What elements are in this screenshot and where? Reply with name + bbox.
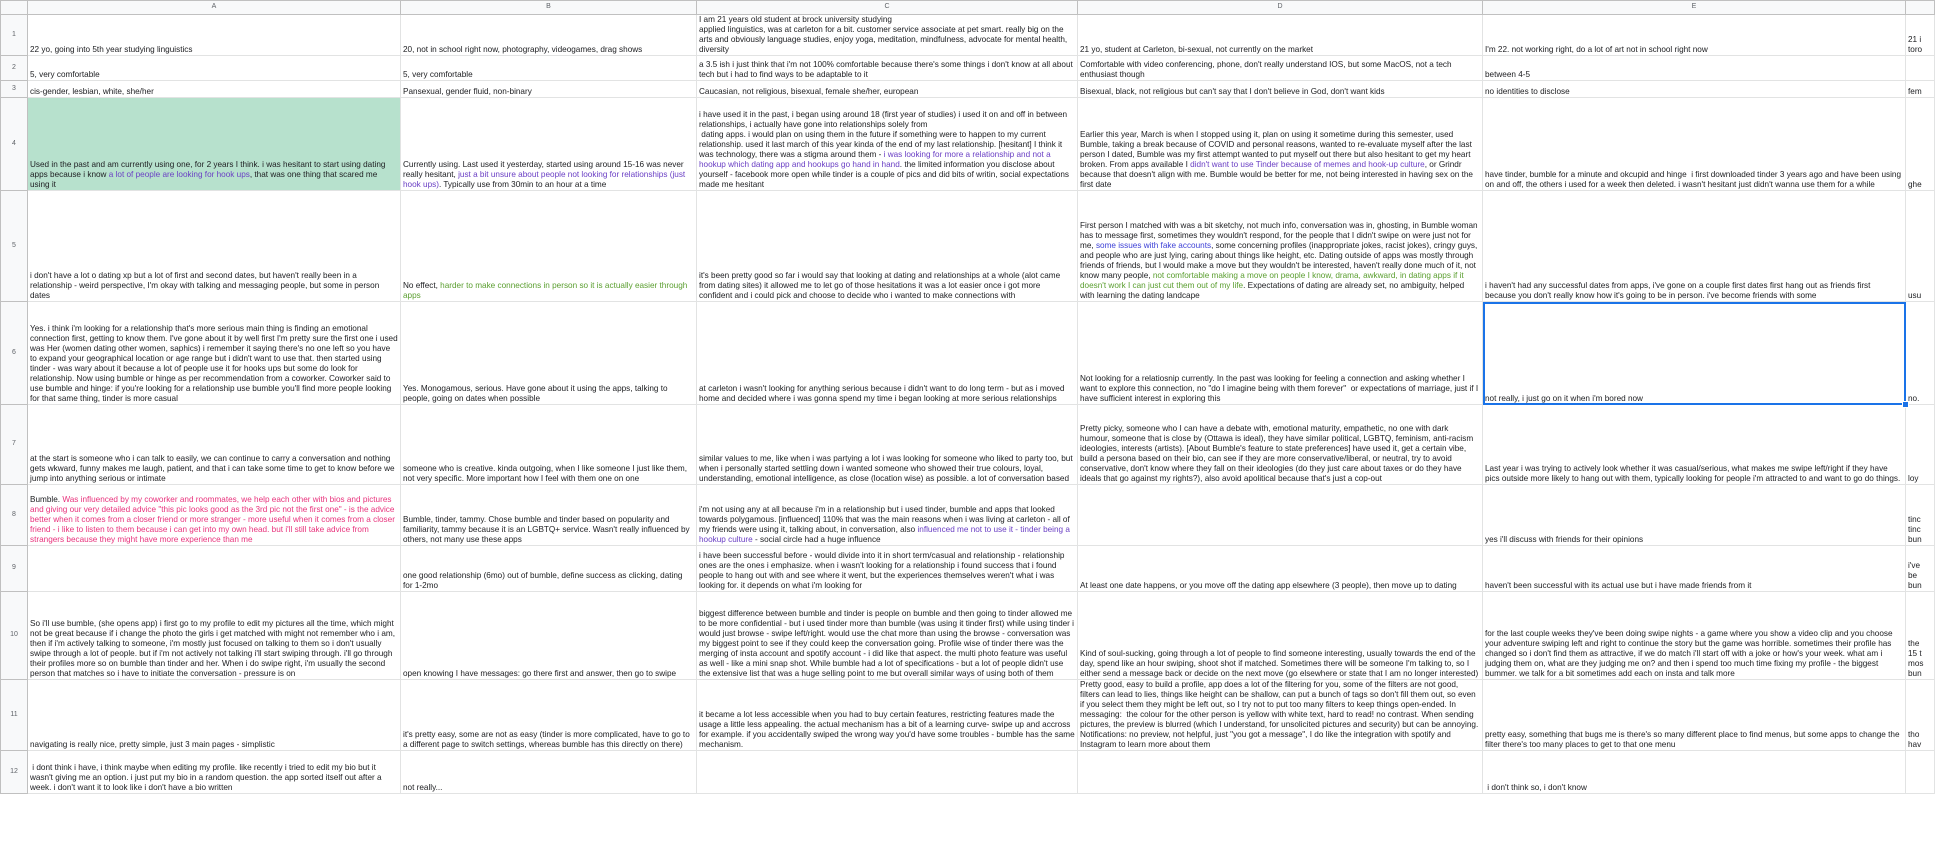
cell-text [1485, 87, 1903, 97]
cell-text-segment: tinc tinc bun [1908, 514, 1922, 544]
row-header[interactable]: 6 [1, 302, 28, 405]
cell-text [699, 87, 1075, 97]
cell-text [699, 710, 1075, 750]
sheet-cell[interactable] [1078, 485, 1483, 546]
cell-text [1485, 394, 1903, 404]
sheet-cell[interactable] [1483, 98, 1906, 191]
cell-text [1080, 60, 1480, 80]
cell-text [699, 454, 1075, 484]
cell-text-segment: So i'll use bumble, (she opens app) i first go to my profile to edit my pictures all the time, which might not be great because if i change the photo the girls i get matched with might not remember who i am, then if i'm actively talking to someone, i'm mostly just focused on talking to them so i don't usually swipe through a lot of people. but if i'm not actively not talking i'll start swiping through. i'll go through their profiles more so on bumble than tinder and her. When i do swipe right, i'm usually the second person that matches so i have to initiate the conversation - pressure is on [30, 618, 398, 678]
cell-text [699, 15, 1075, 55]
cell-text [1080, 221, 1480, 301]
cell-text [699, 110, 1075, 190]
cell-text-segment: Kind of soul-sucking, going through a lot of people to find someone interesting, usually towards the end of the day, spend like an hour swiping, shoot shot if matched. Sometimes there will be someone I'm talking to, so I either send a message back or decide on the next move (go elsewhere or state that I am no longer interested) [1080, 648, 1479, 678]
cell-text [1080, 45, 1480, 55]
sheet-cell[interactable] [1078, 191, 1483, 302]
cell-text-segment: navigating is really nice, pretty simple, just 3 main pages - simplistic [30, 739, 275, 749]
cell-text [1485, 629, 1903, 679]
column-header-f[interactable] [1906, 1, 1935, 15]
cell-text-segment: 5, very comfortable [30, 69, 100, 79]
cell-text [1908, 87, 1932, 97]
sheet-cell[interactable] [697, 485, 1078, 546]
cell-text-segment: Yes. i think i'm looking for a relationship that's more serious main thing is finding an emotional connection first, getting to know them. I've gone about it by well first I'm pretty sure the first one i used was Her (women dating other women, saphics) i remember it saying there's no one left so you have to expand your geographical location or age range but i didn't want to use that. then started using tinder - was wary about it because a lot of people use it for hooks ups but some do look for relationship. Now using bumble or hinge as per recommendation from a coworker. Coworker said to use bumble and hinge: if you're looking for a relationship use bumble you'll find more people looking for that same thing, tinder is more casual [30, 323, 400, 403]
cell-text [403, 384, 694, 404]
sheet-cell[interactable] [1078, 751, 1483, 794]
sheet-cell[interactable] [401, 191, 697, 302]
cell-text [1080, 649, 1480, 679]
cell-text-segment: . the limited information you disclose about yourself - facebook more open while tinder is a couple of pics and did bits of writin, social expectations made me hesitant [699, 159, 1072, 189]
highlighted-text: i was looking for more a relationship and not a hookup which dating app and hookups go hand in hand [699, 149, 1053, 169]
cell-text-segment: 20, not in school right now, photography, videogames, drag shows [403, 44, 643, 54]
sheet-cell[interactable] [28, 98, 401, 191]
sheet-row [1, 56, 1935, 81]
cell-text [1485, 535, 1903, 545]
cell-text-segment: the 15 t mos bun [1908, 638, 1924, 678]
sheet-cell[interactable] [28, 81, 401, 98]
cell-text [1908, 394, 1932, 404]
sheet-cell[interactable] [697, 302, 1078, 405]
sheet-cell[interactable] [697, 680, 1078, 751]
cell-text [1908, 291, 1932, 301]
cell-text-segment: , or Grindr because that doesn't align with me. Bumble would be better for me, not being interested in having sex on the first date [1080, 159, 1476, 189]
sheet-cell[interactable] [1483, 302, 1906, 405]
sheet-cell[interactable] [1078, 15, 1483, 56]
sheet-cell[interactable] [697, 592, 1078, 680]
column-header-d[interactable]: D [1078, 1, 1483, 15]
row-header[interactable]: 7 [1, 405, 28, 485]
cell-text-segment: i have used it in the past, i began using around 18 (first year of studies) i used it on and off in between relationships, i actually have gone into relationships solely from dating apps. i would plan on using them in the future if something were to happen to my current relationship. used it last march of this year kinda of the end of my last relationship. [hesitant] I think it was technology, there was a stigma around them - [699, 109, 1068, 159]
sheet-cell[interactable] [1483, 405, 1906, 485]
cell-text-segment: Bumble, tinder, tammy. Chose bumble and tinder based on popularity and familiarity, tammy because it is an LGBTQ+ service. Wasn't really influenced by others, not many use these apps [403, 514, 692, 544]
cell-text-segment: i've be bun [1908, 560, 1922, 590]
cell-text [30, 87, 398, 97]
sheet-cell[interactable] [1906, 680, 1935, 751]
cell-text-segment: have tinder, bumble for a minute and okcupid and hinge i first downloaded tinder 3 years ago and have been using on and off, the others i used for a week then deleted. i wasn't hesitant just didn't wanna use them for a while [1485, 169, 1904, 189]
cell-text-segment: fem [1908, 86, 1922, 96]
cell-text [1485, 70, 1903, 80]
cell-text [30, 740, 398, 750]
cell-text [1908, 515, 1932, 545]
sheet-row [1, 302, 1935, 405]
sheet-cell[interactable] [1906, 81, 1935, 98]
cell-text-segment: 22 yo, going into 5th year studying linguistics [30, 44, 193, 54]
cell-text-segment: haven't been successful with its actual use but i have made friends from it [1485, 580, 1752, 590]
cell-text [1908, 180, 1932, 190]
cell-text-segment: for the last couple weeks they've been doing swipe nights - a game where you show a video clip and you choose your adventure swiping left and right to continue the story but the game was horrible. sometimes their profile has changed so i don't find them as attractive, if we do match i'll start off with a joke or how's your week. what am i judging them on, what are they judging me on? and then i spend too much time fixing my profile - the biggest bummer. we talk for a bit sometimes add each on insta and talk more [1485, 628, 1895, 678]
cell-text-segment: i have been successful before - would divide into it in short term/casual and relationship - relationship ones are the ones i emphasize. when i wasn't looking for a relationship i found success that i found people to hang out with and see where it went, but the experiences themselves weren't what i was looking for. it depends on what i'm looking for [699, 550, 1067, 590]
cell-text-segment: no. [1908, 393, 1920, 403]
cell-text-segment: Currently using. Last used it yesterday, started using around 15-16 was never really hesitant, [403, 159, 686, 179]
cell-text [1908, 474, 1932, 484]
cell-text [1485, 783, 1903, 793]
cell-text-segment: cis-gender, lesbian, white, she/her [30, 86, 154, 96]
cell-text [699, 551, 1075, 591]
sheet-cell[interactable] [401, 302, 697, 405]
cell-text [403, 281, 694, 301]
cell-text [699, 384, 1075, 404]
cell-text-segment: No effect, [403, 280, 441, 290]
sheet-cell[interactable] [1906, 485, 1935, 546]
cell-text [30, 495, 398, 545]
cell-text [1080, 87, 1480, 97]
sheet-cell[interactable] [1483, 15, 1906, 56]
sheet-row [1, 405, 1935, 485]
highlighted-text: didn't want to use Tinder because of memes and hook-up culture [1190, 159, 1425, 169]
sheet-cell[interactable] [401, 98, 697, 191]
cell-text-segment: 21 i toro [1908, 34, 1923, 54]
sheet-cell[interactable] [1483, 56, 1906, 81]
cell-text-segment: Last year i was trying to actively look whether it was casual/serious, what makes me swipe left/right if they have pics outside more likely to hang out with them, typically looking for people i'm attracted to and want to go do things. [1485, 463, 1901, 483]
column-header-c[interactable]: C [697, 1, 1078, 15]
row-header[interactable]: 3 [1, 81, 28, 98]
cell-text-segment: loy [1908, 473, 1919, 483]
cell-text [1485, 464, 1903, 484]
cell-text-segment: at carleton i wasn't looking for anything serious because i didn't want to do long term - but as i moved home and decided where i was gonna spend my time i began looking at more serious relationships [699, 383, 1067, 403]
highlighted-text: a lot of people are looking for hook ups [108, 169, 250, 179]
cell-text-segment: i don't have a lot o dating xp but a lot of first and second dates, but haven't really been in a relationship - weird perspective, I'm okay with talking and messaging people, but some in person dates [30, 270, 382, 300]
cell-text-segment: not really... [403, 782, 443, 792]
cell-text-segment: . Expectations of dating are already set, no ambiguity, helped with learning the dating landcape [1080, 280, 1467, 300]
cell-text [30, 763, 398, 793]
sheet-row [1, 680, 1935, 751]
cell-text-segment: i don't think so, i don't know [1485, 782, 1587, 792]
cell-text-segment: 21 yo, student at Carleton, bi-sexual, not currently on the market [1080, 44, 1314, 54]
cell-text-segment: Pretty picky, someone who I can have a debate with, emotional maturity, empathetic, no one with dark humour, someone that is close by (Ottawa is ideal), they have similar political, LGBTQ, feminism, anti-racism ideologies, interests (artists). [About Bumble's feature to state preferences] have used it, get a certain vibe, build a persona based on their bio, can see if they are more conservative/liberal, or neutral, try to avoid conservative, don't know where they fall on their ideologies (do they just care about taxes or do they have ideals that go against my rights?), also avoid apolitical because that's just a cop-out [1080, 423, 1476, 483]
sheet-cell[interactable] [1078, 56, 1483, 81]
cell-text [403, 783, 694, 793]
sheet-cell[interactable] [697, 81, 1078, 98]
cell-text-segment: 5, very comfortable [403, 69, 473, 79]
sheet-cell[interactable] [697, 546, 1078, 592]
cell-text-segment: it's pretty easy, some are not as easy (tinder is more complicated, have to go to a different page to switch settings, whereas bumble has this directly on there) [403, 729, 693, 749]
column-header-e[interactable]: E [1483, 1, 1906, 15]
cell-text [403, 730, 694, 750]
cell-text-segment: someone who is creative. kinda outgoing, when I like someone I just like them, not very specific. More important how I feel with them one on one [403, 463, 690, 483]
sheet-cell[interactable] [1483, 191, 1906, 302]
cell-text [30, 45, 398, 55]
select-all-corner[interactable] [1, 1, 28, 15]
sheet-cell[interactable] [28, 546, 401, 592]
cell-text-segment: similar values to me, like when i was partying a lot i was looking for someone who liked to party too, but when i personally started settling down i wanted someone who showed their true colours, loyal, understanding, emotional intelligence, as close (location wise) as possible. a lot of conversation based [699, 453, 1075, 483]
cell-text-segment: i dont think i have, i think maybe when editing my profile. like recently i tried to edit my bio but it wasn't giving me an option. i just put my bio in a random question. the app sorted itself out after a week. i don't want it to look like i don't have a bio written [30, 762, 384, 792]
cell-text-segment: i haven't had any successful dates from apps, i've gone on a couple first dates first hang out as friends first because you don't really know how it's going to be in person. i've become friends with some [1485, 280, 1873, 300]
row-header[interactable]: 1 [1, 15, 28, 56]
cell-text [1908, 730, 1932, 750]
sheet-row [1, 592, 1935, 680]
cell-text-segment: , that was one thing that scared me using it [30, 169, 380, 189]
cell-text [1485, 581, 1903, 591]
sheet-cell[interactable] [28, 751, 401, 794]
sheet-cell[interactable] [697, 15, 1078, 56]
sheet-cell[interactable] [697, 191, 1078, 302]
cell-text-segment: between 4-5 [1485, 69, 1531, 79]
row-header[interactable]: 4 [1, 98, 28, 191]
sheet-cell[interactable] [1483, 546, 1906, 592]
row-header[interactable]: 2 [1, 56, 28, 81]
sheet-cell[interactable] [1906, 302, 1935, 405]
cell-text-segment: Not looking for a relatiosnip currently. In the past was looking for feeling a connection and asking whether I want to explore this connection, no "do I imagine being with them forever" or expectations of marriage, just if I have sufficient interest in exploring this [1080, 373, 1481, 403]
cell-text-segment: yes i'll discuss with friends for their opinions [1485, 534, 1644, 544]
sheet-row [1, 98, 1935, 191]
cell-text-segment: usu [1908, 290, 1922, 300]
sheet-cell[interactable] [28, 405, 401, 485]
sheet-cell[interactable] [1906, 191, 1935, 302]
cell-text [1080, 130, 1480, 190]
sheet-cell[interactable] [28, 15, 401, 56]
sheet-cell[interactable] [401, 405, 697, 485]
cell-text-segment: At least one date happens, or you move off the dating app elsewhere (3 people), then move up to dating [1080, 580, 1457, 590]
cell-text-segment: i'm not using any at all because i'm in a relationship but i used tinder, bumble and apps that looked towards polygamous. [influenced] 110% that was the main reasons when i was living at carleton - all of my friends were using it, talking about, in conversation, also [699, 504, 1073, 534]
sheet-cell[interactable] [1483, 751, 1906, 794]
cell-text [403, 160, 694, 190]
cell-text-segment: pretty easy, something that bugs me is there's so many different place to find menus, but some apps to change the filter there's too many places to get to that one menu [1485, 729, 1902, 749]
highlighted-text: harder to make connections in person so it is actually easier through apps [403, 280, 690, 300]
sheet-cell[interactable] [1078, 81, 1483, 98]
row-header[interactable]: 12 [1, 751, 28, 794]
sheet-cell[interactable] [401, 81, 697, 98]
cell-text [403, 464, 694, 484]
sheet-cell[interactable] [1906, 546, 1935, 592]
cell-text [403, 45, 694, 55]
cell-text-segment: First person I matched with was a bit sketchy, not much info, conversation was in, ghosting, in Bumble woman has to message first, sometimes they wouldn't respond, for the people that I didn't swipe on were just not for me, [1080, 220, 1480, 250]
cell-text [699, 505, 1075, 545]
cell-text-segment: I am 21 years old student at brock university studying applied linguistics, was at carleton for a bit. customer service associate at pet smart. really big on the arts and obviously language studies, enjoy yoga, meditation, mindfulness, advocate for mental health, diversity [699, 15, 1068, 55]
sheet-row [1, 15, 1935, 56]
sheet-cell[interactable] [697, 751, 1078, 794]
cell-text [1485, 730, 1903, 750]
sheet-cell[interactable] [1906, 15, 1935, 56]
column-header-b[interactable]: B [401, 1, 697, 15]
cell-text-segment: one good relationship (6mo) out of bumble, define success as clicking, dating for 1-2mo [403, 570, 685, 590]
sheet-cell[interactable] [1078, 546, 1483, 592]
cell-text-segment: it's been pretty good so far i would say that looking at dating and relationships at a whole (alot came from dating sites) it allowed me to let go of those hesitations it was a lot easier once i got more confident and i could pick and choose to decide who i wanted to make connections with [699, 270, 1063, 300]
cell-text [699, 271, 1075, 301]
cell-text-segment: . Typically use from 30min to an hour at a time [438, 179, 607, 189]
cell-text-segment: tho hav [1908, 729, 1922, 749]
cell-text [1080, 680, 1480, 750]
cell-text-segment: at the start is someone who i can talk to easily, we can continue to carry a conversation and nothing gets wkward, funny makes me laugh, patient, and that i can take some time to get to know before we jump into anything serious or intimate [30, 453, 397, 483]
cell-text-segment: Pansexual, gender fluid, non-binary [403, 86, 532, 96]
sheet-row [1, 546, 1935, 592]
cell-text-segment: ghe [1908, 179, 1922, 189]
cell-text [403, 70, 694, 80]
cell-text-segment: a 3.5 ish i just think that i'm not 100% comfortable because there's some things i don't know at all about tech but i had to find ways to be adaptable to it [699, 59, 1076, 79]
cell-text [1080, 374, 1480, 404]
cell-text-segment: - social circle had a huge influence [752, 534, 881, 544]
sheet-cell[interactable] [1906, 592, 1935, 680]
highlighted-text: Was influenced by my coworker and roommates, we help each other with bios and pictures and giving our very detailed advice "this pic looks good as the 3rd pic not the first one" - is the advice better when it comes from a closer friend or more stranger - more useful when it comes from a closer friend - i like to listen to them because i can get into my own head. but i'll still take advice from strangers because they might have more experience than me [30, 494, 398, 544]
sheet-cell[interactable] [401, 592, 697, 680]
cell-text-segment: I'm 22. not working right, do a lot of art not in school right now [1485, 44, 1708, 54]
cell-text [30, 271, 398, 301]
sheet-cell[interactable] [697, 405, 1078, 485]
sheet-cell[interactable] [28, 191, 401, 302]
row-header[interactable]: 9 [1, 546, 28, 592]
sheet-cell[interactable] [401, 485, 697, 546]
cell-text [403, 515, 694, 545]
row-header[interactable]: 10 [1, 592, 28, 680]
highlighted-text: influenced me not to use it - tinder being a hookup culture [699, 524, 1073, 544]
sheet-cell[interactable] [1483, 592, 1906, 680]
sheet-cell[interactable] [401, 751, 697, 794]
cell-text [403, 669, 694, 679]
sheet-cell[interactable] [1483, 81, 1906, 98]
cell-text-segment: Comfortable with video conferencing, phone, don't really understand IOS, but some MacOS, not a tech enthusiast though [1080, 59, 1454, 79]
sheet-cell[interactable] [1483, 680, 1906, 751]
sheet-row [1, 751, 1935, 794]
sheet-row [1, 81, 1935, 98]
sheet-cell[interactable] [697, 56, 1078, 81]
sheet-cell[interactable] [401, 56, 697, 81]
cell-text [403, 571, 694, 591]
cell-text-segment: Pretty good, easy to build a profile, app does a lot of the filtering for you, some of the filters are not good, filters can lead to lies, things like height can be shallow, can put a bunch of tags so don't fill them out, so even if you select them they might be left out, so I try not to put too many filters to keep things open-ended. In messaging: the colour for the other person is yellow with white text, hard to read! no contrast. When sending pictures, the preview is blurred (which I understand, for unsolicited pictures and security) but can be annoying. Notifications: no preview, not helpful, just "you got a message", I do like the integration with spotify and Instagram to learn more about them [1080, 680, 1481, 750]
cell-text-segment: biggest difference between bumble and tinder is people on bumble and then going to tinder allowed me to be more confidential - but i used tinder more than bumble (was using it tinder first) while using tinder i would just browse - swipe left/right. would use the chat more than using the browse - conversation was my biggest point to see if they could keep the conversation going. Profile wise of tinder there was the merging of insta account and spotify account - i did like that aspect. the multi photo feature was useful as well - like a mini snap shot. While bumble had a lot of specifications - but a lot of people didn't use the extensive list that was a huge selling point to me but overall similar ways of using both of them [699, 608, 1077, 678]
sheet-cell[interactable] [1078, 98, 1483, 191]
cell-text [1485, 170, 1903, 190]
sheet-cell[interactable] [1906, 405, 1935, 485]
cell-text-segment: , some concerning profiles (inappropriate jokes, racist jokes), cringy guys, and people who are just lying, caring about things like height, etc. Dating outside of apps was mostly through friends of friends, but I would make a move but they wouldn't be interested, haven't really done much of it, not know many people, [1080, 240, 1480, 280]
cell-text [1908, 561, 1932, 591]
sheet-cell[interactable] [28, 56, 401, 81]
sheet-cell[interactable] [1078, 680, 1483, 751]
cell-text-segment: open knowing I have messages: go there first and answer, then go to swipe [403, 668, 677, 678]
cell-text [1080, 581, 1480, 591]
cell-text [1485, 281, 1903, 301]
cell-text [30, 324, 398, 404]
cell-text-segment: it became a lot less accessible when you had to buy certain features, restricting features made the usage a little less appealing. the actual mechanism has a bit of a learning curve- swipe up and accross for example. if you accidentally swiped the wrong way you'd have some troubles - bumble has the same mechanism. [699, 709, 1077, 749]
sheet-cell[interactable] [1078, 302, 1483, 405]
cell-text [1908, 639, 1932, 679]
cell-text [1908, 35, 1932, 55]
column-header-row [1, 1, 1935, 15]
column-header-a[interactable]: A [28, 1, 401, 15]
sheet-cell[interactable] [1906, 56, 1935, 81]
sheet-row [1, 485, 1935, 546]
cell-text [30, 619, 398, 679]
cell-text [403, 87, 694, 97]
cell-text-segment: Bumble. [30, 494, 63, 504]
cell-text-segment: Used in the past and am currently using one, for 2 years I think. i was hesitant to start using dating apps because i know [30, 159, 388, 179]
cell-text [30, 160, 398, 190]
sheet-row [1, 191, 1935, 302]
row-header[interactable]: 11 [1, 680, 28, 751]
cell-text-segment: Earlier this year, March is when I stopped using it, plan on using it sometime during this semester, used Bumble, taking a break because of COVID and personal reasons, wanted to re-evaluate myself after the last person I dated, Bumble was my first attempt wanted to put myself out there but also hesitant to get my heart broken. From apps available I [1080, 129, 1475, 169]
cell-text-segment: not really, i just go on it when i'm bored now [1485, 393, 1643, 403]
cell-text-segment: Bisexual, black, not religious but can't say that I don't believe in God, don't want kids [1080, 86, 1385, 96]
sheet-cell[interactable] [1078, 405, 1483, 485]
sheet-cell[interactable] [28, 592, 401, 680]
sheet-cell[interactable] [1483, 485, 1906, 546]
cell-text [1080, 424, 1480, 484]
row-header[interactable]: 5 [1, 191, 28, 302]
sheet-cell[interactable] [28, 680, 401, 751]
cell-text-segment: Yes. Monogamous, serious. Have gone about it using the apps, talking to people, going on dates when possible [403, 383, 670, 403]
cell-text-segment: no identities to disclose [1485, 86, 1570, 96]
sheet-cell[interactable] [28, 302, 401, 405]
sheet-cell[interactable] [1078, 592, 1483, 680]
sheet-cell[interactable] [28, 485, 401, 546]
cell-text [30, 70, 398, 80]
cell-text [1485, 45, 1903, 55]
sheet-cell[interactable] [401, 680, 697, 751]
row-header[interactable]: 8 [1, 485, 28, 546]
sheet-cell[interactable] [697, 98, 1078, 191]
sheet-cell[interactable] [401, 546, 697, 592]
cell-text [699, 60, 1075, 80]
highlighted-text: just a bit unsure about people not looking for relationships (just hook ups) [403, 169, 688, 189]
sheet-cell[interactable] [1906, 751, 1935, 794]
selection-fill-handle[interactable] [1902, 401, 1909, 408]
cell-text [699, 609, 1075, 679]
cell-text [30, 454, 398, 484]
cell-text-segment: Caucasian, not religious, bisexual, female she/her, european [699, 86, 919, 96]
highlighted-text: not comfortable making a move on people I know, drama, awkward, in dating apps if it doesn't work I can just cut them out of my life [1080, 270, 1466, 290]
sheet-cell[interactable] [401, 15, 697, 56]
highlighted-text: some issues with fake accounts [1095, 240, 1212, 250]
sheet-cell[interactable] [1906, 98, 1935, 191]
